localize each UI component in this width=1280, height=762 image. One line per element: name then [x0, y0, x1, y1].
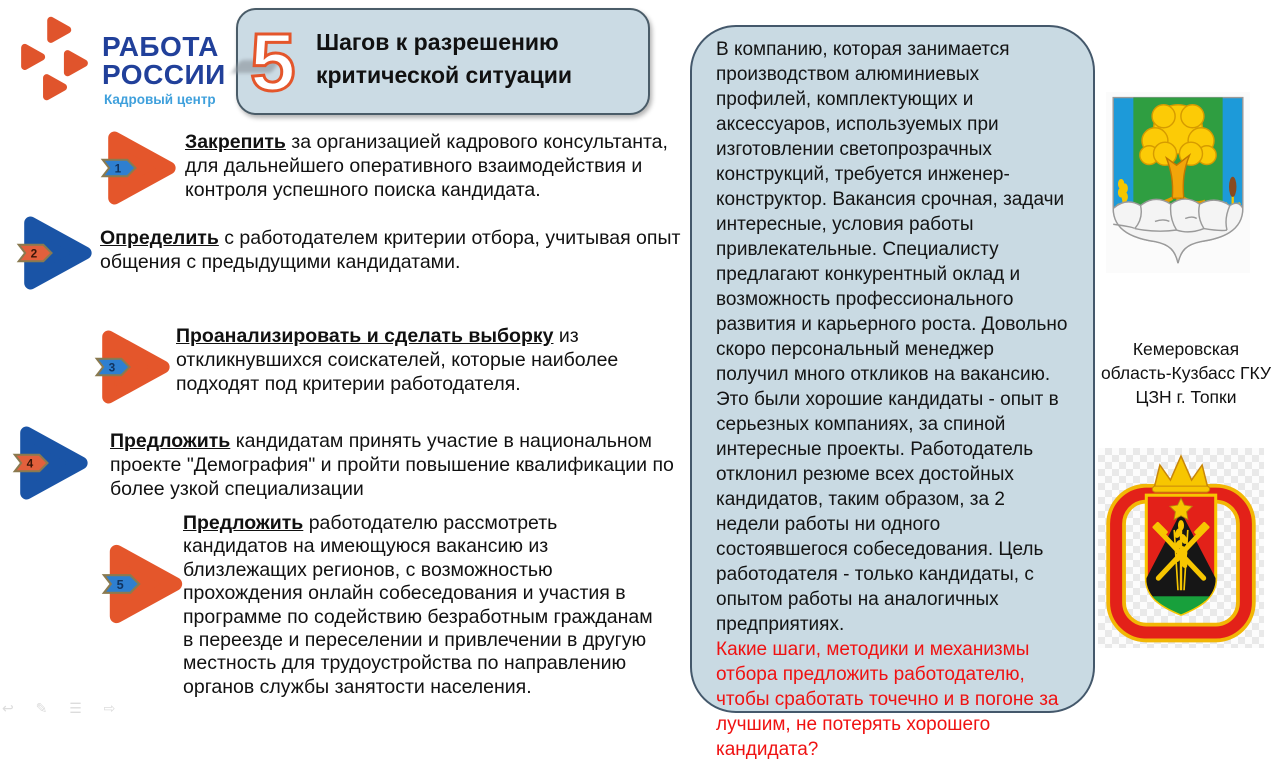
step-3-text: [176, 325, 650, 396]
step-4-rest: кандидатам принять участие в национальном проекте "Демография" и пройти повышение квалификации по более узкой специализации: [110, 430, 674, 500]
step-4-arrow-icon: [12, 422, 94, 504]
svg-text:4: 4: [26, 456, 34, 471]
topki-coat-of-arms-icon: [1106, 92, 1250, 273]
faint-toolbar-icons: ↩ ✎ ☰ ⇨: [2, 700, 125, 716]
step-2-lead: Определить: [100, 227, 219, 249]
step-3-lead: Проанализировать и сделать выборку: [176, 325, 554, 347]
logo-word-line2: РОССИИ: [102, 59, 226, 90]
step-4-lead: Предложить: [110, 430, 231, 452]
svg-text:5: 5: [250, 17, 296, 106]
step-4-text: [110, 430, 678, 501]
page-title: [316, 26, 616, 92]
step-5-lead: Предложить: [183, 512, 304, 534]
svg-text:5: 5: [116, 576, 124, 592]
step-1-text: [185, 131, 677, 202]
logo-wordmark: [102, 33, 226, 89]
svg-text:2: 2: [30, 246, 38, 261]
step-1-rest: за организацией кадрового консультанта, для дальнейшего оперативного взаимодействия и контроля успешного поиска кандидата.: [185, 131, 668, 201]
step-1-arrow-icon: [100, 127, 182, 209]
kuzbass-coat-of-arms-icon: [1098, 448, 1264, 648]
case-question-text: Какие шаги, методики и механизмы отбора предложить работодателю, чтобы сработать точечно и в погоне за лучшим, не потерять хорошего кандидата?: [716, 639, 1059, 760]
step-5-rest: работодателю рассмотреть кандидатов на имеющуюся вакансию из близлежащих регионов, с возможностью прохождения онлайн собеседования и участия в программе по содействию безработным гражданам в переезде и переселении и привлечении в другую местность для трудоустройства по направлению органов службы занятости населения.: [183, 512, 653, 698]
step-1-lead: Закрепить: [185, 131, 286, 153]
title-line2: критической ситуации: [316, 62, 572, 88]
rabota-rossii-logo-icon: [8, 10, 100, 106]
svg-text:1: 1: [114, 161, 122, 176]
title-line1: Шагов к разрешению: [316, 29, 559, 55]
step-5-arrow-icon: [101, 540, 189, 628]
step-3-rest: из откликнувшихся соискателей, которые наиболее подходят под критерии работодателя.: [176, 325, 619, 395]
step-2-rest: с работодателем критерии отбора, учитывая опыт общения с предыдущими кандидатами.: [100, 227, 681, 273]
case-study-panel: [690, 25, 1095, 760]
step-3-arrow-icon: [94, 326, 176, 408]
logo-word-line1: РАБОТА: [102, 31, 219, 62]
title-number: [244, 14, 314, 106]
region-label: Кемеровская область-Кузбасс ГКУ ЦЗН г. Топки: [1100, 339, 1272, 407]
step-2-text: [100, 227, 684, 275]
svg-text:3: 3: [108, 360, 116, 375]
step-2-arrow-icon: [16, 212, 98, 294]
step-5-text: [183, 512, 653, 699]
logo-subtitle: Кадровый центр: [104, 92, 216, 107]
case-body-text: В компанию, которая занимается производством алюминиевых профилей, комплектующих и аксессуаров, используемых при изготовлении светопрозрачных конструкций, требуется инженер-конструктор. Вакансия срочная, задачи интересные, условия работы привлекательные. Специалисту предлагают конкурентный оклад и возможность профессионального развития и карьерного роста. Довольно скоро персональный менеджер получил много откликов на вакансию. Это были хорошие кандидаты - опыт в серьезных компаниях, за спиной интересные проекты. Работодатель отклонил резюме всех достойных кандидатов, таким образом, за 2 недели работы ни одного состоявшегося собеседования. Цель работодателя - только кандидаты, с опытом работы на аналогичных предприятиях.: [716, 39, 1068, 635]
